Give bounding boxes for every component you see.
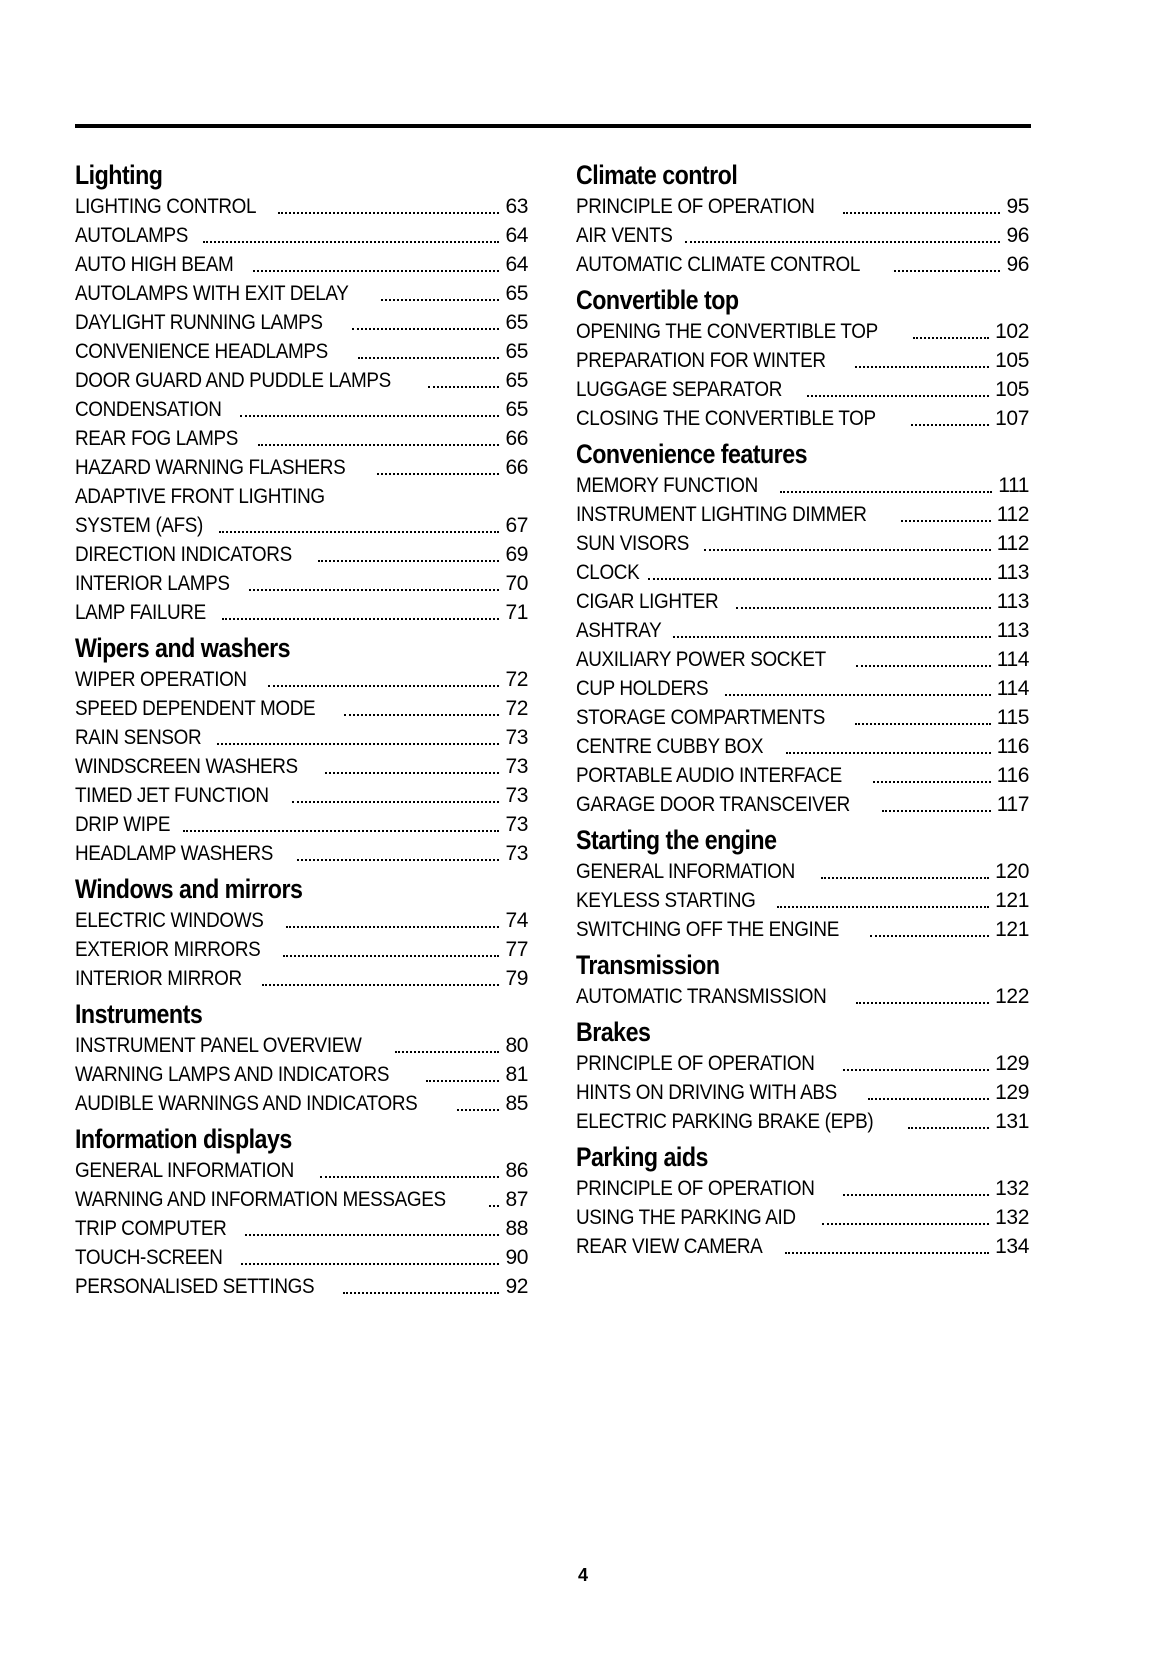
entry-title: USING THE PARKING AID — [576, 1206, 796, 1229]
dot-leader — [786, 752, 991, 754]
entry-page-number: 72 — [505, 668, 528, 691]
toc-entry[interactable] — [576, 471, 1029, 500]
toc-section — [576, 158, 1029, 279]
toc-entry[interactable] — [576, 616, 1029, 645]
toc-entry[interactable] — [576, 1049, 1029, 1078]
toc-entry[interactable] — [75, 839, 528, 868]
entry-title: HAZARD WARNING FLASHERS — [75, 456, 346, 479]
entry-page-number: 66 — [505, 427, 528, 450]
dot-leader — [217, 743, 499, 745]
entry-page-number: 73 — [505, 813, 528, 836]
entry-page-number: 112 — [996, 532, 1029, 555]
entry-page-number: 70 — [505, 572, 528, 595]
toc-section — [576, 823, 1029, 944]
entry-title: OPENING THE CONVERTIBLE TOP — [576, 320, 878, 343]
toc-entry[interactable] — [75, 308, 528, 337]
toc-entry[interactable] — [75, 337, 528, 366]
entry-page-number: 105 — [995, 378, 1029, 401]
entry-page-number: 116 — [996, 764, 1029, 787]
entry-title: AUTO HIGH BEAM — [75, 253, 234, 276]
toc-entry[interactable] — [75, 1272, 528, 1301]
toc-entry[interactable] — [576, 790, 1029, 819]
section-heading: Lighting — [75, 160, 163, 190]
dot-leader — [855, 366, 989, 368]
entry-title: CONDENSATION — [75, 398, 222, 421]
dot-leader — [253, 270, 499, 272]
toc-entry[interactable] — [75, 752, 528, 781]
dot-leader — [843, 1194, 989, 1196]
toc-entry[interactable] — [75, 540, 528, 569]
entry-title: INSTRUMENT LIGHTING DIMMER — [576, 503, 867, 526]
entry-page-number: 113 — [996, 619, 1029, 642]
dot-leader — [377, 473, 499, 475]
toc-entry[interactable] — [75, 810, 528, 839]
dot-leader — [292, 801, 499, 803]
entry-page-number: 132 — [995, 1206, 1029, 1229]
dot-leader — [807, 395, 989, 397]
entry-title: LAMP FAILURE — [75, 601, 206, 624]
toc-entry[interactable] — [75, 598, 528, 627]
entry-title: TRIP COMPUTER — [75, 1217, 227, 1240]
dot-leader — [268, 685, 500, 687]
section-heading: Transmission — [576, 950, 720, 980]
entry-page-number: 122 — [995, 985, 1029, 1008]
toc-entry[interactable] — [75, 395, 528, 424]
entry-title: PORTABLE AUDIO INTERFACE — [576, 764, 842, 787]
dot-leader — [262, 984, 499, 986]
dot-leader — [245, 1234, 499, 1236]
toc-entry[interactable] — [576, 500, 1029, 529]
top-rule — [75, 124, 1031, 128]
entry-title: DRIP WIPE — [75, 813, 171, 836]
dot-leader — [648, 578, 990, 580]
dot-leader — [249, 589, 500, 591]
dot-leader — [286, 926, 499, 928]
entry-page-number: 73 — [505, 755, 528, 778]
dot-leader — [428, 386, 500, 388]
dot-leader — [873, 781, 990, 783]
dot-leader — [222, 618, 499, 620]
toc-right-column — [576, 158, 1029, 1265]
toc-entry[interactable] — [75, 935, 528, 964]
entry-page-number: 95 — [1006, 195, 1029, 218]
toc-entry[interactable] — [576, 761, 1029, 790]
toc-entry[interactable] — [576, 192, 1029, 221]
entry-page-number: 131 — [995, 1110, 1029, 1133]
entry-title: LIGHTING CONTROL — [75, 195, 257, 218]
toc-entry[interactable] — [576, 915, 1029, 944]
toc-entry[interactable] — [75, 366, 528, 395]
toc-entry[interactable] — [576, 645, 1029, 674]
entry-title: REAR FOG LAMPS — [75, 427, 238, 450]
section-heading: Windows and mirrors — [75, 874, 303, 904]
entry-title: AIR VENTS — [576, 224, 673, 247]
entry-page-number: 134 — [995, 1235, 1029, 1258]
entry-page-number: 121 — [995, 889, 1029, 912]
entry-title: PRINCIPLE OF OPERATION — [576, 1177, 815, 1200]
toc-entry[interactable] — [576, 250, 1029, 279]
dot-leader — [913, 337, 989, 339]
dot-leader — [856, 665, 991, 667]
entry-title: AUTOLAMPS — [75, 224, 189, 247]
dot-leader — [856, 1002, 989, 1004]
dot-leader — [882, 810, 990, 812]
entry-page-number: 65 — [505, 282, 528, 305]
toc-entry[interactable] — [75, 424, 528, 453]
entry-page-number: 117 — [996, 793, 1029, 816]
entry-title: LUGGAGE SEPARATOR — [576, 378, 783, 401]
entry-page-number: 114 — [996, 677, 1029, 700]
dot-leader — [704, 549, 991, 551]
toc-entry[interactable] — [75, 1089, 528, 1118]
dot-leader — [381, 299, 500, 301]
entry-page-number: 87 — [505, 1188, 528, 1211]
entry-page-number: 120 — [995, 860, 1029, 883]
toc-entry[interactable] — [576, 558, 1029, 587]
toc-entry[interactable] — [576, 1078, 1029, 1107]
entry-page-number: 63 — [505, 195, 528, 218]
dot-leader — [489, 1205, 500, 1207]
dot-leader — [777, 906, 989, 908]
entry-title: DIRECTION INDICATORS — [75, 543, 292, 566]
toc-section — [75, 1122, 528, 1301]
dot-leader — [320, 1176, 499, 1178]
entry-title: INSTRUMENT PANEL OVERVIEW — [75, 1034, 362, 1057]
entry-page-number: 121 — [995, 918, 1029, 941]
entry-title: HEADLAMP WASHERS — [75, 842, 273, 865]
entry-title: CIGAR LIGHTER — [576, 590, 719, 613]
entry-page-number: 107 — [995, 407, 1029, 430]
dot-leader — [325, 772, 500, 774]
toc-left-column — [75, 158, 528, 1305]
toc-section — [576, 283, 1029, 433]
dot-leader — [426, 1080, 499, 1082]
entry-title: ADAPTIVE FRONT LIGHTING — [75, 485, 325, 508]
section-heading: Brakes — [576, 1017, 651, 1047]
toc-entry[interactable] — [576, 317, 1029, 346]
entry-title: REAR VIEW CAMERA — [576, 1235, 763, 1258]
page-number: 4 — [577, 1565, 588, 1585]
entry-page-number: 67 — [505, 514, 528, 537]
entry-page-number: 65 — [505, 398, 528, 421]
dot-leader — [241, 1263, 499, 1265]
toc-entry[interactable] — [75, 781, 528, 810]
entry-page-number: 132 — [995, 1177, 1029, 1200]
entry-page-number: 81 — [505, 1063, 528, 1086]
entry-page-number: 74 — [505, 909, 528, 932]
toc-entry[interactable] — [75, 453, 528, 482]
entry-title: CENTRE CUBBY BOX — [576, 735, 764, 758]
entry-title: CLOCK — [576, 561, 640, 584]
entry-title: PERSONALISED SETTINGS — [75, 1275, 315, 1298]
entry-page-number: 79 — [505, 967, 528, 990]
entry-page-number: 73 — [505, 842, 528, 865]
entry-title: STORAGE COMPARTMENTS — [576, 706, 826, 729]
entry-title: AUXILIARY POWER SOCKET — [576, 648, 826, 671]
toc-section — [75, 872, 528, 993]
section-heading: Information displays — [75, 1124, 292, 1154]
section-heading: Parking aids — [576, 1142, 708, 1172]
entry-page-number: 65 — [505, 340, 528, 363]
dot-leader — [843, 212, 1000, 214]
toc-entry[interactable] — [75, 1214, 528, 1243]
toc-entry[interactable] — [75, 1156, 528, 1185]
entry-title: PRINCIPLE OF OPERATION — [576, 195, 815, 218]
entry-title: DAYLIGHT RUNNING LAMPS — [75, 311, 323, 334]
dot-leader — [725, 694, 991, 696]
entry-title: CLOSING THE CONVERTIBLE TOP — [576, 407, 876, 430]
dot-leader — [822, 1223, 989, 1225]
entry-title: AUTOMATIC TRANSMISSION — [576, 985, 827, 1008]
dot-leader — [343, 1292, 500, 1294]
entry-title: INTERIOR MIRROR — [75, 967, 242, 990]
dot-leader — [870, 935, 989, 937]
section-heading: Convertible top — [576, 285, 739, 315]
entry-page-number: 80 — [505, 1034, 528, 1057]
dot-leader — [344, 714, 499, 716]
toc-entry[interactable] — [576, 886, 1029, 915]
toc-entry[interactable] — [75, 723, 528, 752]
toc-section — [576, 1140, 1029, 1261]
entry-page-number: 115 — [996, 706, 1029, 729]
entry-title: SPEED DEPENDENT MODE — [75, 697, 316, 720]
toc-entry[interactable] — [75, 279, 528, 308]
entry-page-number: 65 — [505, 369, 528, 392]
dot-leader — [297, 859, 499, 861]
entry-title: GENERAL INFORMATION — [75, 1159, 294, 1182]
dot-leader — [901, 520, 991, 522]
toc-entry[interactable] — [75, 221, 528, 250]
entry-page-number: 73 — [505, 726, 528, 749]
dot-leader — [240, 415, 500, 417]
dot-leader — [855, 723, 991, 725]
dot-leader — [395, 1051, 499, 1053]
dot-leader — [736, 607, 991, 609]
entry-page-number: 77 — [505, 938, 528, 961]
dot-leader — [780, 491, 992, 493]
toc-entry[interactable] — [576, 404, 1029, 433]
dot-leader — [283, 955, 499, 957]
dot-leader — [785, 1252, 989, 1254]
toc-section — [576, 948, 1029, 1011]
entry-page-number: 64 — [505, 253, 528, 276]
entry-title: ASHTRAY — [576, 619, 662, 642]
entry-title: AUDIBLE WARNINGS AND INDICATORS — [75, 1092, 418, 1115]
dot-leader — [843, 1069, 989, 1071]
dot-leader — [203, 241, 500, 243]
toc-entry[interactable] — [576, 732, 1029, 761]
dot-leader — [821, 877, 989, 879]
toc-section — [576, 1015, 1029, 1136]
entry-title: TIMED JET FUNCTION — [75, 784, 269, 807]
entry-page-number: 96 — [1006, 224, 1029, 247]
entry-page-number: 73 — [505, 784, 528, 807]
entry-page-number: 64 — [505, 224, 528, 247]
entry-title: AUTOMATIC CLIMATE CONTROL — [576, 253, 860, 276]
toc-entry[interactable] — [576, 1107, 1029, 1136]
toc-entry[interactable] — [75, 1243, 528, 1272]
toc-entry[interactable] — [576, 375, 1029, 404]
toc-entry[interactable] — [576, 703, 1029, 732]
toc-entry[interactable] — [576, 1174, 1029, 1203]
toc-section — [75, 158, 528, 627]
dot-leader — [457, 1109, 499, 1111]
entry-title: WARNING LAMPS AND INDICATORS — [75, 1063, 390, 1086]
toc-entry[interactable] — [75, 250, 528, 279]
entry-title: AUTOLAMPS WITH EXIT DELAY — [75, 282, 349, 305]
entry-title: CUP HOLDERS — [576, 677, 709, 700]
dot-leader — [685, 241, 1000, 243]
entry-page-number: 113 — [996, 590, 1029, 613]
entry-page-number: 129 — [995, 1081, 1029, 1104]
toc-entry[interactable] — [75, 511, 528, 540]
dot-leader — [911, 424, 989, 426]
entry-page-number: 65 — [505, 311, 528, 334]
toc-entry[interactable] — [75, 1185, 528, 1214]
entry-title: ELECTRIC WINDOWS — [75, 909, 264, 932]
toc-entry[interactable] — [576, 587, 1029, 616]
toc-entry[interactable] — [576, 1232, 1029, 1261]
entry-title: PRINCIPLE OF OPERATION — [576, 1052, 815, 1075]
toc-entry[interactable] — [576, 1203, 1029, 1232]
toc-entry[interactable] — [75, 1031, 528, 1060]
dot-leader — [258, 444, 499, 446]
entry-title: EXTERIOR MIRRORS — [75, 938, 261, 961]
toc-entry[interactable] — [75, 569, 528, 598]
entry-page-number: 111 — [998, 474, 1029, 497]
entry-title: CONVENIENCE HEADLAMPS — [75, 340, 328, 363]
entry-title: SWITCHING OFF THE ENGINE — [576, 918, 839, 941]
dot-leader — [318, 560, 500, 562]
entry-page-number: 86 — [505, 1159, 528, 1182]
entry-page-number: 96 — [1006, 253, 1029, 276]
entry-title: GARAGE DOOR TRANSCEIVER — [576, 793, 850, 816]
toc-entry[interactable] — [576, 674, 1029, 703]
entry-title: WIPER OPERATION — [75, 668, 247, 691]
section-heading: Instruments — [75, 999, 203, 1029]
dot-leader — [219, 531, 499, 533]
entry-page-number: 66 — [505, 456, 528, 479]
entry-page-number: 129 — [995, 1052, 1029, 1075]
dot-leader — [183, 830, 500, 832]
entry-page-number: 90 — [505, 1246, 528, 1269]
dot-leader — [352, 328, 499, 330]
entry-page-number: 85 — [505, 1092, 528, 1115]
toc-entry[interactable] — [75, 906, 528, 935]
section-heading: Starting the engine — [576, 825, 777, 855]
toc-section — [75, 997, 528, 1118]
entry-page-number: 116 — [996, 735, 1029, 758]
entry-page-number: 105 — [995, 349, 1029, 372]
toc-entry[interactable] — [576, 221, 1029, 250]
entry-page-number: 92 — [505, 1275, 528, 1298]
toc-entry[interactable] — [576, 982, 1029, 1011]
dot-leader — [908, 1127, 989, 1129]
entry-page-number: 88 — [505, 1217, 528, 1240]
toc-entry[interactable] — [75, 192, 528, 221]
entry-title: ELECTRIC PARKING BRAKE (EPB) — [576, 1110, 874, 1133]
toc-entry[interactable] — [75, 1060, 528, 1089]
entry-title: KEYLESS STARTING — [576, 889, 756, 912]
toc-entry[interactable] — [75, 482, 528, 511]
entry-title: SYSTEM (AFS) — [75, 514, 203, 537]
entry-page-number: 114 — [996, 648, 1029, 671]
entry-title: MEMORY FUNCTION — [576, 474, 758, 497]
entry-page-number: 102 — [995, 320, 1029, 343]
entry-title: PREPARATION FOR WINTER — [576, 349, 826, 372]
entry-title: TOUCH-SCREEN — [75, 1246, 223, 1269]
section-heading: Wipers and washers — [75, 633, 291, 663]
entry-page-number: 71 — [505, 601, 528, 624]
entry-title: GENERAL INFORMATION — [576, 860, 795, 883]
entry-page-number: 69 — [505, 543, 528, 566]
entry-title: HINTS ON DRIVING WITH ABS — [576, 1081, 837, 1104]
toc-entry[interactable] — [75, 694, 528, 723]
entry-title: DOOR GUARD AND PUDDLE LAMPS — [75, 369, 391, 392]
entry-title: WINDSCREEN WASHERS — [75, 755, 298, 778]
toc-entry[interactable] — [576, 346, 1029, 375]
toc-entry[interactable] — [75, 665, 528, 694]
entry-title: WARNING AND INFORMATION MESSAGES — [75, 1188, 446, 1211]
entry-page-number: 72 — [505, 697, 528, 720]
dot-leader — [358, 357, 499, 359]
entry-page-number: 112 — [996, 503, 1029, 526]
toc-entry[interactable] — [576, 529, 1029, 558]
toc-section — [576, 437, 1029, 819]
toc-entry[interactable] — [75, 964, 528, 993]
section-heading: Climate control — [576, 160, 738, 190]
toc-section — [75, 631, 528, 868]
section-heading: Convenience features — [576, 439, 808, 469]
toc-entry[interactable] — [576, 857, 1029, 886]
dot-leader — [894, 270, 1001, 272]
entry-title: RAIN SENSOR — [75, 726, 202, 749]
dot-leader — [673, 636, 991, 638]
dot-leader — [278, 212, 499, 214]
entry-title: SUN VISORS — [576, 532, 689, 555]
entry-page-number: 113 — [996, 561, 1029, 584]
entry-title: INTERIOR LAMPS — [75, 572, 230, 595]
dot-leader — [868, 1098, 989, 1100]
